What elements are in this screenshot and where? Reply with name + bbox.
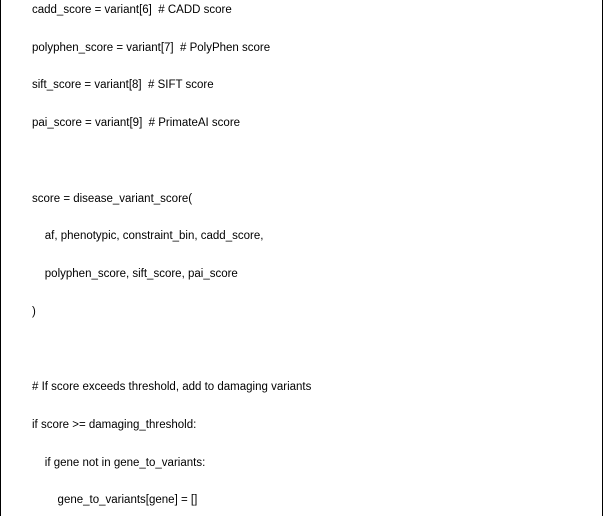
code-line-if-gene: if gene not in gene_to_variants: — [32, 457, 206, 469]
code-line-sift-score: sift_score = variant[8] # SIFT score — [32, 79, 214, 91]
code-line-init-list: gene_to_variants[gene] = [] — [32, 494, 198, 506]
code-line-args-1: af, phenotypic, constraint_bin, cadd_score, — [32, 230, 264, 242]
code-line-cadd-score: cadd_score = variant[6] # CADD score — [32, 4, 232, 16]
code-line-if-threshold: if score >= damaging_threshold: — [32, 419, 197, 431]
code-line-pai-score: pai_score = variant[9] # PrimateAI score — [32, 117, 241, 129]
code-line-score-call: score = disease_variant_score( — [32, 193, 193, 205]
code-line-comment: # If score exceeds threshold, add to damaging variants — [32, 381, 312, 393]
code-line-close-paren: ) — [32, 306, 36, 318]
code-line-args-2: polyphen_score, sift_score, pai_score — [32, 268, 238, 280]
code-line-polyphen-score: polyphen_score = variant[7] # PolyPhen score — [32, 42, 271, 54]
